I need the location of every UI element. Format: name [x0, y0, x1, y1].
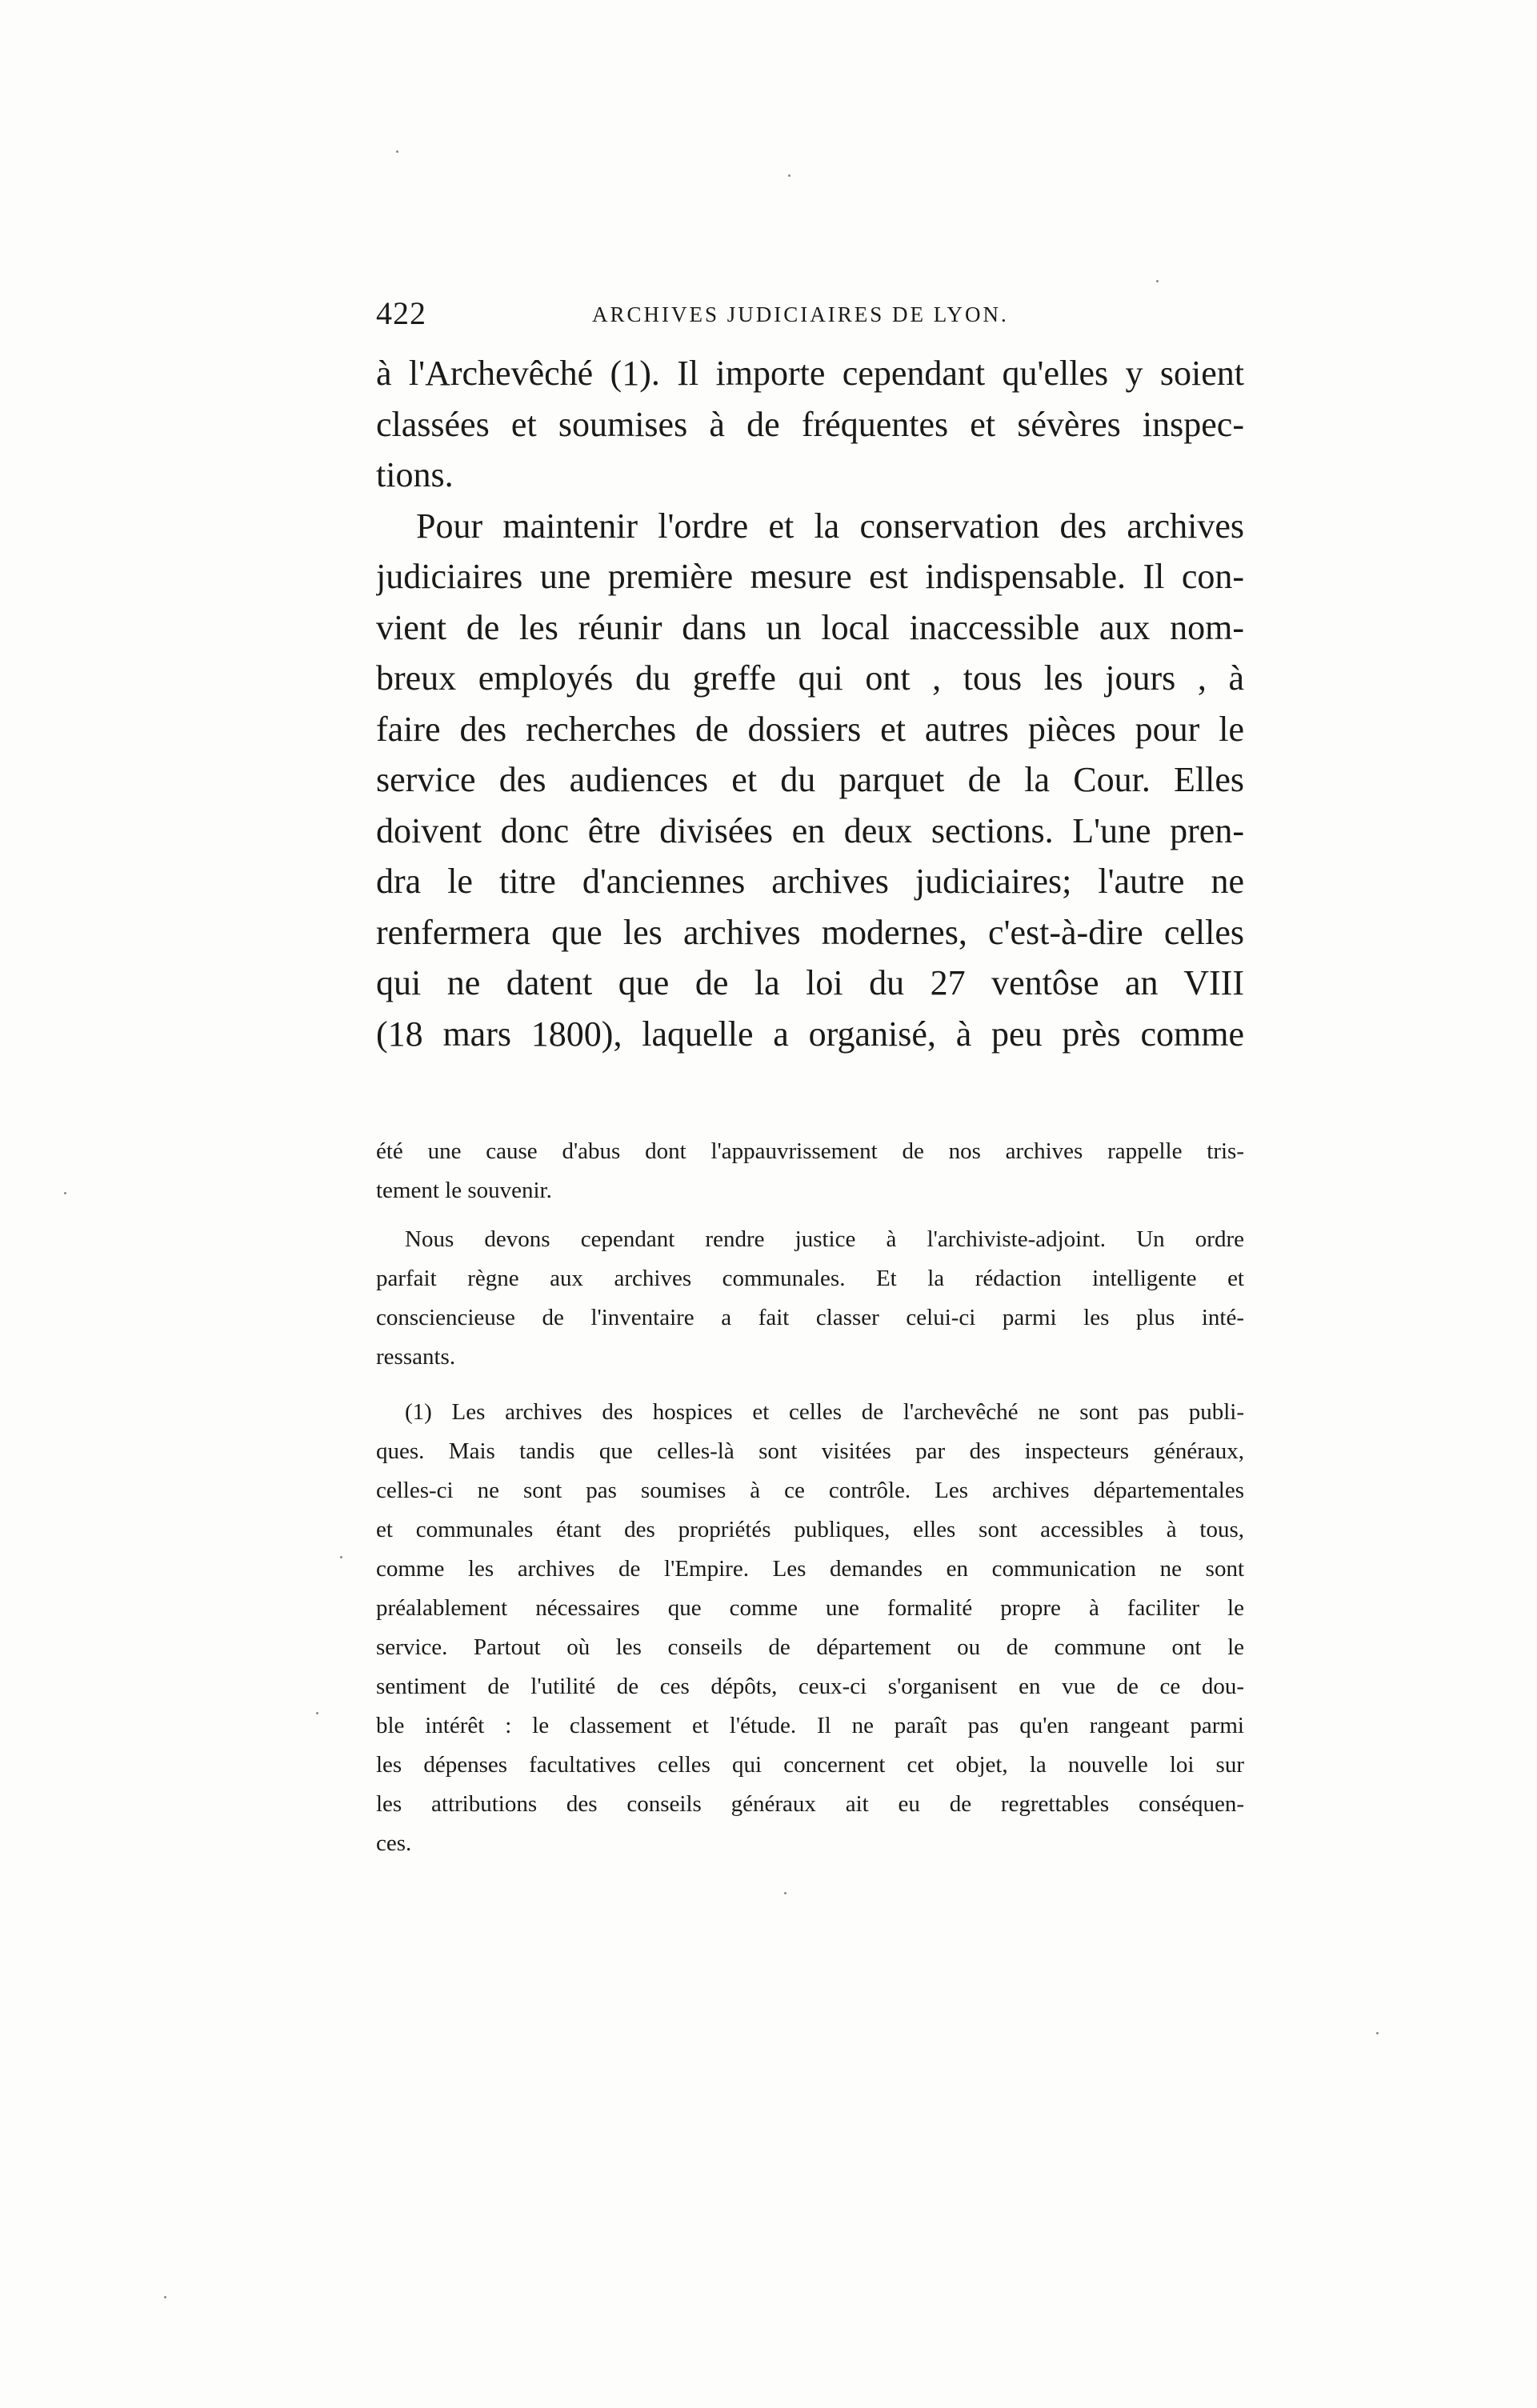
footnote-continued [376, 1132, 1244, 1210]
main-text [376, 348, 1244, 1059]
body-line: doivent donc être divisées en deux sections. L'une pren- [376, 810, 1244, 850]
scan-speck [784, 1892, 787, 1894]
footnote-line: ressants. [376, 1344, 456, 1370]
running-head: ARCHIVES JUDICIAIRES DE LYON. [592, 302, 1009, 326]
scan-speck [396, 150, 398, 153]
body-line: Pour maintenir l'ordre et la conservation des archives [416, 506, 1244, 546]
footnote-line: parfait règne aux archives communales. Et la rédaction intelligente et [376, 1266, 1244, 1291]
footnote-line: été une cause d'abus dont l'appauvrissement de nos archives rappelle tris- [376, 1138, 1244, 1164]
footnote-line: comme les archives de l'Empire. Les demandes en communication ne sont [376, 1556, 1244, 1582]
footnote-paragraph [376, 1220, 1244, 1377]
scan-speck [1376, 2032, 1379, 2034]
footnote-line: les attributions des conseils généraux ait eu de regrettables conséquen- [376, 1791, 1244, 1817]
footnote-line: Nous devons cependant rendre justice à l'archiviste-adjoint. Un ordre [405, 1226, 1244, 1252]
footnote-line: tement le souvenir. [376, 1178, 552, 1203]
body-line: tions. [376, 455, 454, 494]
footnote-line: sentiment de l'utilité de ces dépôts, ceux-ci s'organisent en vue de ce dou- [376, 1674, 1244, 1699]
scan-speck [340, 1556, 342, 1558]
scan-speck [164, 2296, 166, 2298]
page-number: 422 [376, 295, 426, 331]
footnote-line: ble intérêt : le classement et l'étude. Il ne paraît pas qu'en rangeant parmi [376, 1713, 1244, 1738]
body-line: à l'Archevêché (1). Il importe cependant qu'elles y soient [376, 354, 1244, 393]
page-header [376, 294, 1032, 334]
body-line: dra le titre d'anciennes archives judiciaires; l'autre ne [376, 862, 1244, 901]
body-line: service des audiences et du parquet de la Cour. Elles [376, 760, 1244, 799]
footnote-line: ces. [376, 1830, 412, 1856]
body-line: classées et soumises à de fréquentes et sévères inspec- [376, 404, 1244, 444]
footnote-line: celles-ci ne sont pas soumises à ce contrôle. Les archives départementales [376, 1478, 1244, 1503]
footnote-line: service. Partout où les conseils de département ou de commune ont le [376, 1634, 1244, 1660]
footnote-line: consciencieuse de l'inventaire a fait classer celui-ci parmi les plus inté- [376, 1305, 1244, 1330]
scan-speck [64, 1192, 66, 1194]
body-line: vient de les réunir dans un local inaccessible aux nom- [376, 607, 1244, 647]
body-line: breux employés du greffe qui ont , tous les jours , à [376, 658, 1244, 698]
scan-speck [1156, 280, 1159, 282]
footnote-line: (1) Les archives des hospices et celles de l'archevêché ne sont pas publi- [405, 1399, 1244, 1425]
footnote-line: et communales étant des propriétés publiques, elles sont accessibles à tous, [376, 1517, 1244, 1542]
scan-speck [788, 174, 791, 177]
footnote-line: préalablement nécessaires que comme une formalité propre à faciliter le [376, 1595, 1244, 1621]
body-line: renfermera que les archives modernes, c'est-à-dire celles [376, 912, 1244, 952]
body-line: qui ne datent que de la loi du 27 ventôse an VIII [376, 963, 1244, 1002]
footnote-line: ques. Mais tandis que celles-là sont visitées par des inspecteurs généraux, [376, 1438, 1244, 1464]
body-line: faire des recherches de dossiers et autres pièces pour le [376, 709, 1244, 749]
footnotes [376, 1132, 1244, 1871]
footnote-1 [376, 1393, 1244, 1863]
scan-speck [316, 1712, 318, 1714]
body-line: (18 mars 1800), laquelle a organisé, à peu près comme [376, 1014, 1244, 1054]
footnote-line: les dépenses facultatives celles qui concernent cet objet, la nouvelle loi sur [376, 1752, 1244, 1778]
body-line: judiciaires une première mesure est indispensable. Il con- [376, 557, 1244, 596]
